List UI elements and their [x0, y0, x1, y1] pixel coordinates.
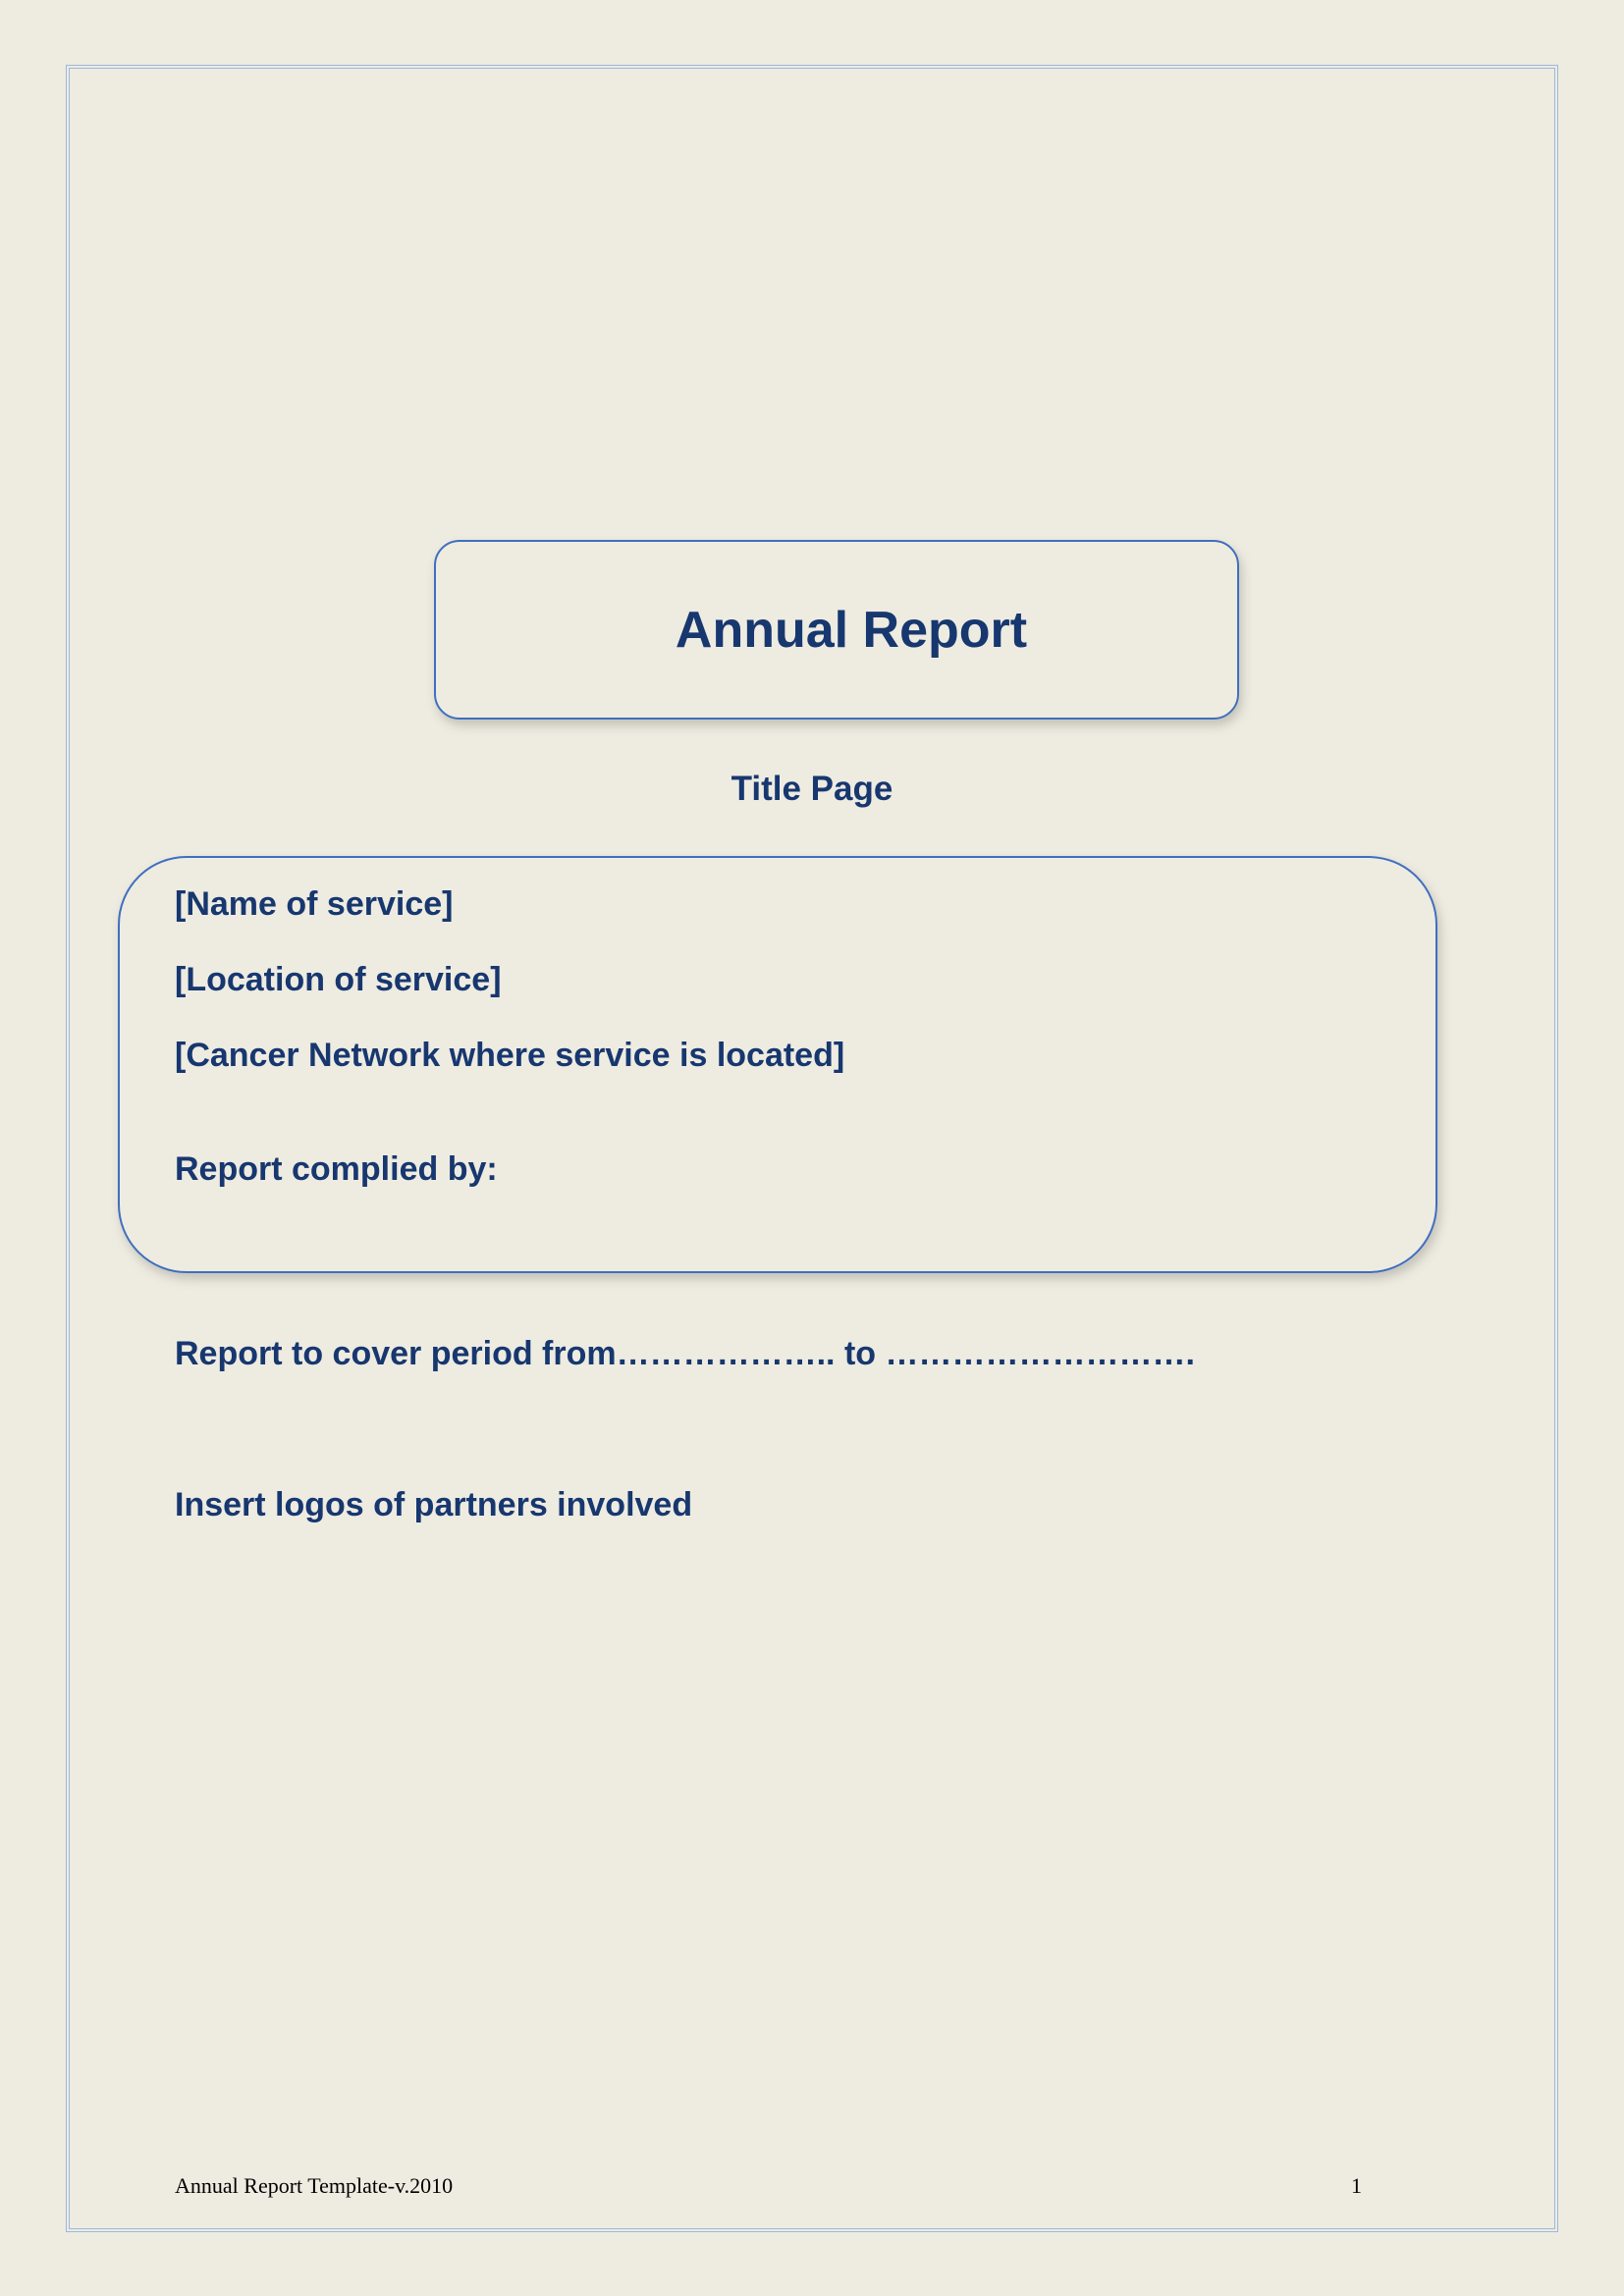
service-info-box: [118, 856, 1437, 1273]
cancer-network-field: [Cancer Network where service is located]: [175, 1037, 845, 1074]
compiled-by-label: Report complied by:: [175, 1150, 498, 1188]
footer-template-name: Annual Report Template-v.2010: [175, 2173, 454, 2198]
title-box: [434, 540, 1239, 720]
service-name-field: [Name of service]: [175, 885, 454, 923]
partner-logos-line: Insert logos of partners involved: [175, 1486, 693, 1523]
service-location-field: [Location of service]: [175, 961, 502, 998]
document-title: Annual Report: [675, 601, 1028, 659]
document-subtitle: Title Page: [731, 770, 893, 808]
report-period-line: Report to cover period from……………….. to ……………………….: [175, 1335, 1195, 1372]
footer-page-number: 1: [1351, 2173, 1362, 2198]
